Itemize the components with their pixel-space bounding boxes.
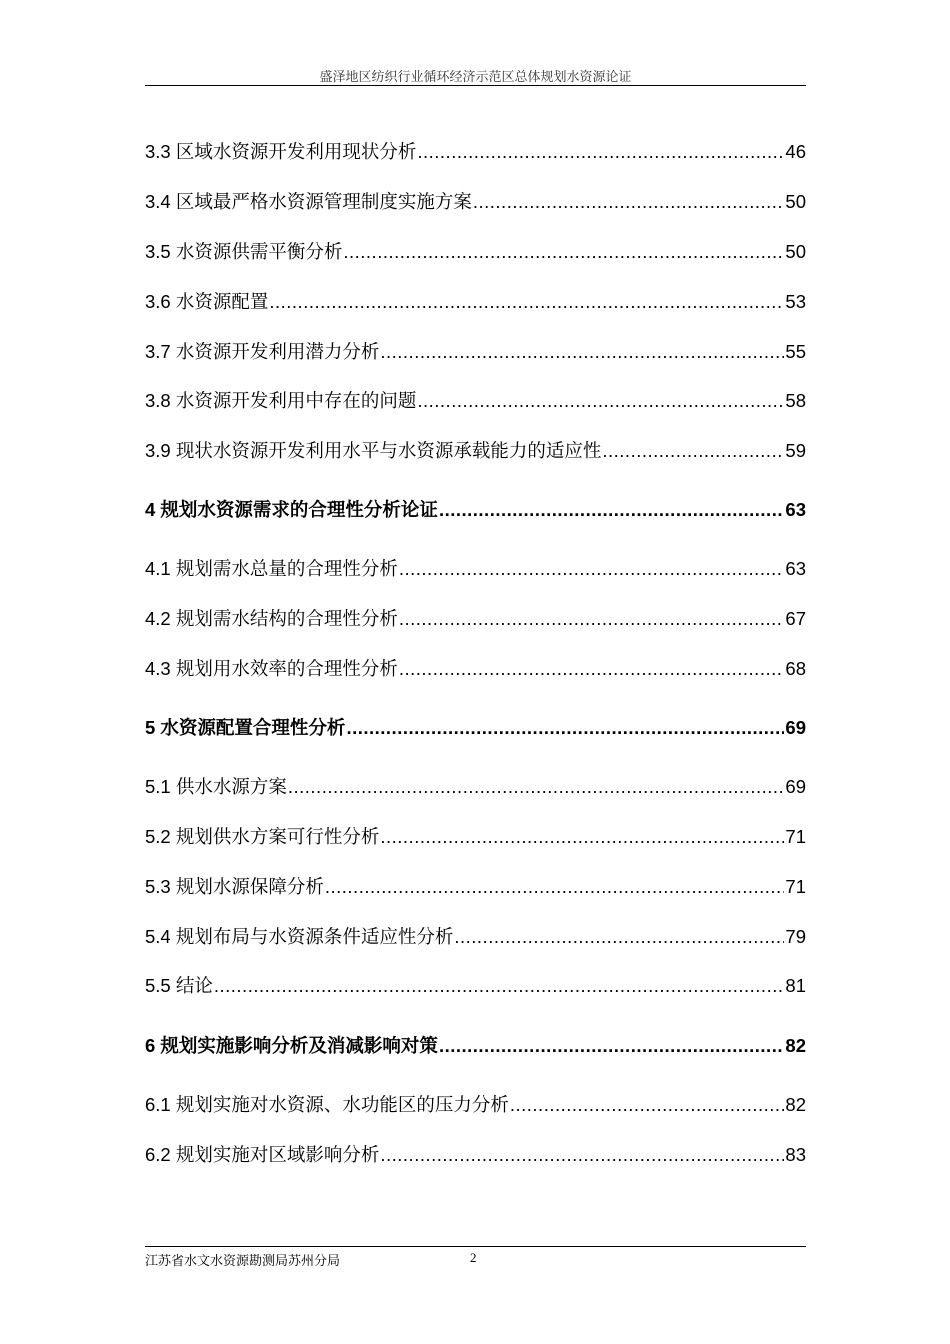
toc-entry-title: 4.2 规划需水结构的合理性分析 xyxy=(145,608,398,629)
toc-entry[interactable] xyxy=(145,921,806,949)
toc-leader-dots xyxy=(417,140,784,164)
toc-entry[interactable] xyxy=(145,821,806,849)
toc-leader-dots xyxy=(510,1093,785,1117)
toc-entry[interactable] xyxy=(145,236,806,264)
toc-leader-dots xyxy=(343,240,784,264)
toc-leader-dots xyxy=(269,290,784,314)
toc-leader-dots xyxy=(454,925,784,949)
toc-entry[interactable] xyxy=(145,553,806,581)
footer-divider xyxy=(145,1246,806,1247)
toc-entry-page: 63 xyxy=(785,499,806,520)
toc-entry-page: 46 xyxy=(785,141,806,162)
toc-entry[interactable] xyxy=(145,603,806,631)
toc-leader-dots xyxy=(380,340,784,364)
toc-chapter-entry[interactable] xyxy=(145,712,806,740)
toc-entry-page: 50 xyxy=(785,241,806,262)
toc-entry-title: 3.5 水资源供需平衡分析 xyxy=(145,241,343,262)
toc-leader-dots xyxy=(214,974,785,998)
footer-page-number: 2 xyxy=(470,1250,477,1265)
toc-entry[interactable] xyxy=(145,653,806,681)
toc-entry-page: 59 xyxy=(785,440,806,461)
toc-leader-dots xyxy=(439,1034,784,1058)
toc-entry-title: 3.6 水资源配置 xyxy=(145,291,269,312)
toc-leader-dots xyxy=(325,875,785,899)
toc-entry-title: 3.9 现状水资源开发利用水平与水资源承载能力的适应性 xyxy=(145,440,602,461)
toc-entry-title: 3.8 水资源开发利用中存在的问题 xyxy=(145,390,417,411)
toc-leader-dots xyxy=(399,657,785,681)
toc-leader-dots xyxy=(473,190,785,214)
toc-leader-dots xyxy=(288,775,785,799)
toc-entry-title: 3.3 区域水资源开发利用现状分析 xyxy=(145,141,417,162)
toc-entry[interactable] xyxy=(145,970,806,998)
toc-leader-dots xyxy=(380,1143,784,1167)
toc-entry-title: 5.1 供水水源方案 xyxy=(145,776,287,797)
toc-entry-page: 68 xyxy=(785,658,806,679)
toc-entry[interactable] xyxy=(145,286,806,314)
toc-leader-dots xyxy=(602,439,784,463)
toc-leader-dots xyxy=(380,825,784,849)
toc-entry-page: 50 xyxy=(785,191,806,212)
toc-entry-title: 5.4 规划布局与水资源条件适应性分析 xyxy=(145,926,454,947)
toc-leader-dots xyxy=(417,389,784,413)
header-divider xyxy=(145,85,806,86)
toc-entry-title: 4 规划水资源需求的合理性分析论证 xyxy=(145,499,438,520)
toc-entry-title: 3.7 水资源开发利用潜力分析 xyxy=(145,341,380,362)
toc-entry-title: 5.5 结论 xyxy=(145,975,213,996)
toc-entry[interactable] xyxy=(145,1089,806,1117)
toc-entry-page: 79 xyxy=(785,926,806,947)
toc-leader-dots xyxy=(346,716,784,740)
toc-entry-page: 83 xyxy=(785,1144,806,1165)
toc-entry-page: 71 xyxy=(785,826,806,847)
toc-entry-page: 69 xyxy=(785,717,806,738)
toc-entry-title: 4.3 规划用水效率的合理性分析 xyxy=(145,658,398,679)
toc-entry-title: 6 规划实施影响分析及消减影响对策 xyxy=(145,1035,438,1056)
toc-entry-title: 5.2 规划供水方案可行性分析 xyxy=(145,826,380,847)
toc-entry[interactable] xyxy=(145,1139,806,1167)
toc-entry[interactable] xyxy=(145,871,806,899)
toc-entry-page: 53 xyxy=(785,291,806,312)
toc-entry-page: 82 xyxy=(785,1035,806,1056)
toc-chapter-entry[interactable] xyxy=(145,494,806,522)
toc-entry-page: 63 xyxy=(785,558,806,579)
toc-leader-dots xyxy=(399,557,785,581)
toc-chapter-entry[interactable] xyxy=(145,1030,806,1058)
toc-entry-page: 55 xyxy=(785,341,806,362)
toc-leader-dots xyxy=(399,607,785,631)
footer-organization: 江苏省水文水资源勘测局苏州分局 xyxy=(145,1253,341,1268)
toc-entry[interactable] xyxy=(145,336,806,364)
toc-entry-page: 67 xyxy=(785,608,806,629)
toc-entry[interactable] xyxy=(145,771,806,799)
toc-entry-page: 81 xyxy=(785,975,806,996)
toc-leader-dots xyxy=(439,498,784,522)
toc-entry-page: 82 xyxy=(785,1094,806,1115)
toc-entry-title: 3.4 区域最严格水资源管理制度实施方案 xyxy=(145,191,472,212)
toc-entry-title: 6.1 规划实施对水资源、水功能区的压力分析 xyxy=(145,1094,509,1115)
page-header-title: 盛泽地区纺织行业循环经济示范区总体规划水资源论证 xyxy=(319,69,632,84)
toc-entry-title: 5.3 规划水源保障分析 xyxy=(145,876,324,897)
toc-entry[interactable] xyxy=(145,136,806,164)
toc-entry-page: 71 xyxy=(785,876,806,897)
toc-entry-title: 5 水资源配置合理性分析 xyxy=(145,717,346,738)
toc-entry-page: 69 xyxy=(785,776,806,797)
toc-entry[interactable] xyxy=(145,186,806,214)
toc-entry-page: 58 xyxy=(785,390,806,411)
toc-entry[interactable] xyxy=(145,435,806,463)
toc-entry[interactable] xyxy=(145,385,806,413)
toc-entry-title: 6.2 规划实施对区域影响分析 xyxy=(145,1144,380,1165)
toc-entry-title: 4.1 规划需水总量的合理性分析 xyxy=(145,558,398,579)
